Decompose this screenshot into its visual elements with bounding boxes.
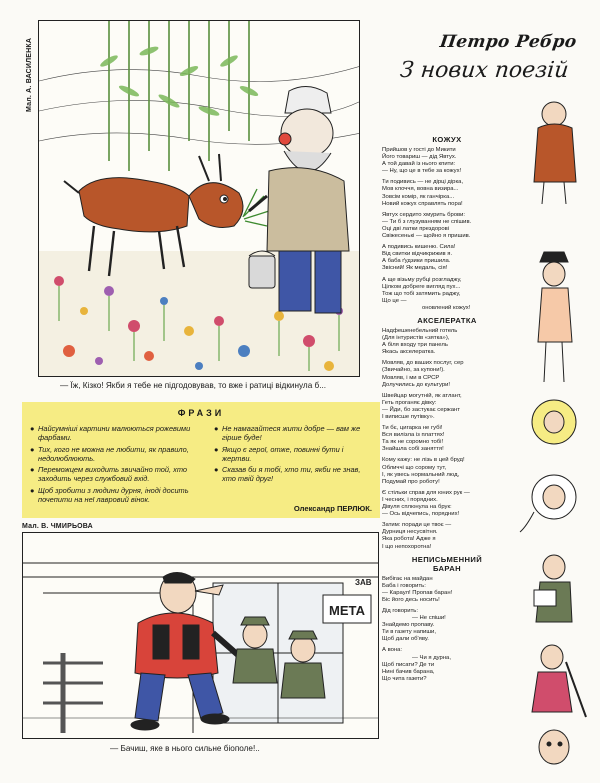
stanza: Ти подивись — не дірці дірка, Мов клоччя, вовна визира... Зовсім комір, як ганчірка... Новий кожух справлять пора!: [382, 179, 464, 207]
stanza: Надфешенебельний готель (Для інтуристів «зятка»), А біля входу три панель Якась акселератка.: [382, 327, 458, 356]
stanza: Кому кажу: не лізь в цей бруд! Обличчі що сорому тут, І, як увесь нормальний люд, Подумай про роботу!: [382, 457, 465, 485]
stanza: Дід говорить: — Не спіши! Знайдемо пропаву. Ти в газету напиши, Щоб дали об'яву.: [382, 607, 446, 643]
phrase-item: ● Щоб зробити з людини дурня, іноді досить почепити на неї лавровий вінок.: [30, 485, 189, 505]
side-sign-text: ЗАВ: [355, 578, 372, 587]
goat-cartoon-illustration: [39, 21, 360, 377]
bottom-cartoon: [22, 532, 379, 739]
character-sketches-illustration: [516, 92, 594, 772]
biofield-cartoon-illustration: [23, 533, 379, 739]
stanza: Прийшов у гості до Микити Його товариш — дід Явтух. А той давай із нього кпити: — Ну, що це в тебе за кожух!: [382, 147, 462, 175]
stanza: Ти бє, цигарка не губі! Вся вилізла із платтях! Та як не соромно тобі! Знайшла собі заняття!: [382, 425, 445, 453]
phrase-item: ● Не намагайтеся жити добре — вам же гірше буде!: [214, 424, 361, 443]
stanza: Швейцар могутній, як атлант, Геть проганяє дівку: — Йди, бо застукає сержант І виписше путівку».: [382, 392, 462, 420]
poem-title: КОЖУХ: [432, 135, 462, 144]
phrase-item: ● Якщо є герої, отже, повинні бути і жертви.: [214, 444, 344, 463]
phrase-item: ● Найсумніші картини малюються рожевими фарбами.: [30, 424, 191, 443]
phrases-author: Олександр ПЕРЛЮК.: [293, 504, 372, 513]
poetry-heading: З нових поезій: [398, 58, 570, 83]
phrases-title: ФРАЗИ: [177, 408, 225, 418]
top-cartoon-caption: — Їж, Кізко! Якби я тебе не підгодовував, то вже і ратиці відкинула б...: [60, 381, 327, 390]
bullet-icon: ●: [214, 424, 219, 433]
top-cartoon: [38, 20, 360, 377]
bullet-icon: ●: [214, 444, 219, 454]
top-cartoon-credit: Мал. А. ВАСИЛЕНКА: [26, 37, 33, 112]
bullet-icon: ●: [214, 465, 219, 475]
poet-name: Петро Ребро: [438, 32, 578, 52]
poem-title: АКСЕЛЕРАТКА: [417, 315, 477, 325]
poems-column: [382, 132, 512, 687]
poem-baran: [382, 555, 512, 683]
bottom-cartoon-credit: Мал. В. ЧМИРЬОВА: [22, 523, 93, 530]
door-sign-text: МЕТА: [328, 603, 366, 618]
stanza: Явтух сердито хмурить брови: — Ти б з глузуванням не спішив. Оці дві латки прездорові Свіжесенькі — щойно я пришив.: [382, 211, 472, 240]
stanza: Є стільки справ для юних рук — І чесних, і порядних. Дівуля сплюнула на брук: — Ось відчепись, порядних!: [382, 489, 470, 518]
stanza: А подивись кишеню. Сила! Від свитки відчикрижив я. А баба ґудзики пришила. Звісний! Як медаль, сія!: [382, 244, 456, 272]
phrase-item: ● Переможцем виходить звичайно той, хто заходить через службовий вхід.: [30, 465, 188, 484]
phrases-right-column: [214, 424, 374, 486]
stanza: Мовляв, до ваших послуг, сер (Звичайно, за купони!). Мовляв, і ми в СРСР Долучились до культури!: [382, 360, 464, 388]
poem-title: НЕПИСЬМЕННИЙ БАРАН: [411, 554, 483, 573]
bullet-icon: ●: [30, 485, 35, 495]
margin-sketches: [516, 92, 594, 772]
phrase-item: ● Тих, кого не можна не любити, як правило, недолюблюють.: [30, 444, 189, 463]
phrases-left-column: [30, 424, 208, 506]
poem-akseleratka: [382, 316, 512, 551]
phrases-box: [22, 402, 380, 518]
stanza: А вона: — Чи я дурна, Щоб писати? Де ти Нині бачив барана, Що чита газети?: [382, 647, 451, 682]
stanza: Затим: поради це твоє — Дурниця несусвітня. Яка робота! Адже я І що непохоротна!: [382, 522, 452, 550]
poem-kozhukh: [382, 135, 512, 312]
bullet-icon: ●: [30, 465, 35, 475]
stanza: А ще візьму рубці розгладжу, Цілком добреге вигляд пух... Тож що тобі затямить раджу, Що це — оновлений кожух!: [382, 276, 471, 311]
phrase-item: ● Сказав би я тобі, хто ти, якби не знав, хто твій друг!: [214, 465, 361, 484]
bullet-icon: ●: [30, 424, 35, 433]
bottom-cartoon-caption: — Бачиш, яке в нього сильне біополе!..: [110, 744, 260, 753]
bullet-icon: ●: [30, 444, 35, 454]
stanza: Вибігає на майдан Баба і говорить: — Караул! Пропав баран! Біс його десь носить!: [382, 575, 453, 603]
